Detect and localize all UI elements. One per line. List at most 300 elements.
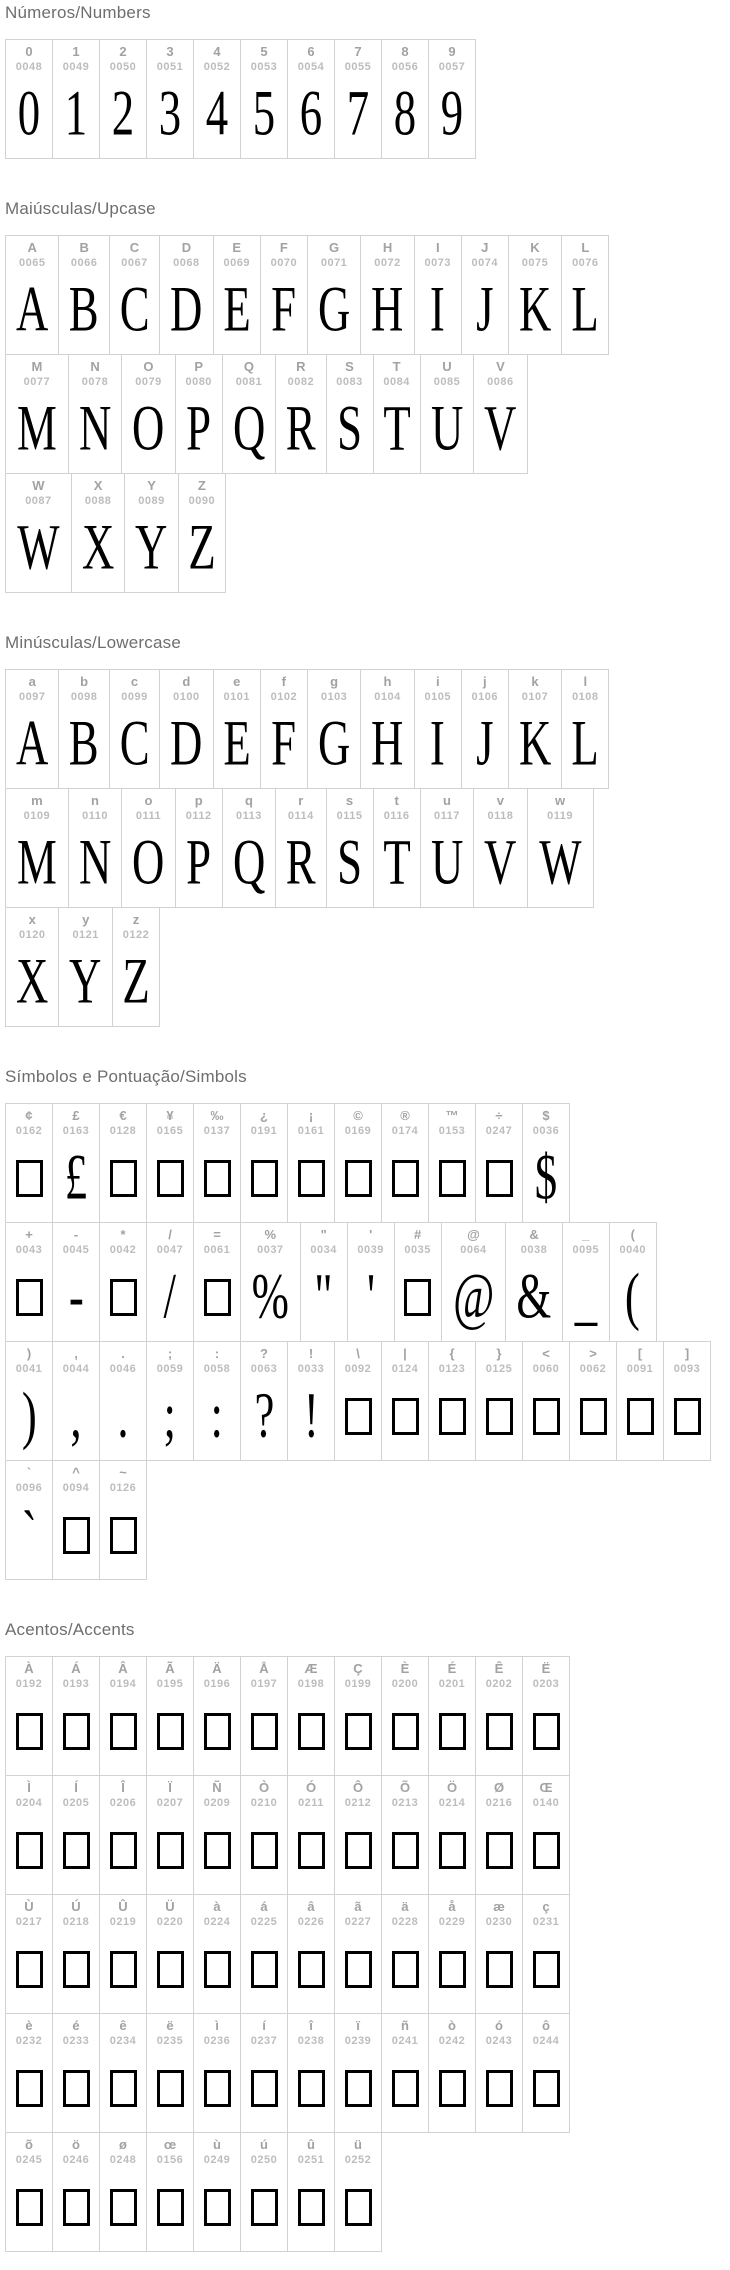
cell-code-label: 0086 — [487, 376, 514, 388]
glyph-preview-area — [12, 827, 62, 899]
glyph-preview: H — [371, 274, 404, 346]
glyph-preview: , — [70, 1380, 82, 1452]
missing-glyph-box — [298, 2189, 325, 2226]
glyph-cell — [287, 1894, 335, 2014]
missing-glyph-box — [63, 1517, 90, 1554]
cell-char-label: [ — [637, 1346, 643, 1361]
missing-glyph-box — [345, 1160, 372, 1197]
missing-glyph-box — [298, 1713, 325, 1750]
missing-glyph-box — [404, 1279, 431, 1316]
cell-char-label: ¢ — [25, 1108, 33, 1123]
cell-code-label: 0064 — [460, 1244, 487, 1256]
missing-glyph-box — [157, 1160, 184, 1197]
glyph-preview: E — [223, 274, 251, 346]
glyph-cell — [193, 1656, 241, 1776]
glyph-preview-area — [251, 2171, 278, 2243]
missing-glyph-box — [251, 1951, 278, 1988]
glyph-preview: N — [78, 393, 112, 465]
cell-char-label: a — [28, 674, 36, 689]
cell-char-label: K — [530, 240, 540, 255]
cell-code-label: 0090 — [188, 495, 216, 507]
cell-code-label: 0093 — [673, 1363, 701, 1375]
glyph-cell — [428, 1103, 476, 1223]
glyph-preview: W — [538, 827, 582, 899]
glyph-preview: P — [186, 827, 212, 899]
missing-glyph-box — [392, 1713, 419, 1750]
glyph-cell — [475, 1894, 523, 2014]
cell-code-label: 0096 — [15, 1482, 43, 1494]
glyph-preview-area — [75, 827, 115, 899]
glyph-preview-area — [439, 1695, 466, 1767]
glyph-preview: 9 — [440, 78, 464, 150]
glyph-preview-area — [110, 2171, 137, 2243]
glyph-row — [5, 1656, 730, 1776]
cell-code-label: 0169 — [344, 1125, 372, 1137]
cell-code-label: 0236 — [203, 2035, 231, 2047]
cell-char-label: Å — [259, 1661, 269, 1676]
cell-char-label: n — [91, 793, 99, 808]
glyph-preview-area — [674, 1380, 701, 1452]
glyph-preview-area — [16, 1142, 43, 1214]
cell-code-label: 0119 — [547, 810, 573, 822]
glyph-preview-area — [229, 393, 269, 465]
cell-char-label: > — [589, 1346, 597, 1361]
cell-code-label: 0128 — [109, 1125, 137, 1137]
missing-glyph-box — [110, 1517, 137, 1554]
cell-char-label: # — [414, 1227, 422, 1242]
glyph-row — [5, 2132, 730, 2252]
cell-code-label: 0094 — [62, 1482, 90, 1494]
glyph-cell — [381, 1894, 429, 2014]
glyph-cell — [5, 39, 53, 159]
glyph-cell — [420, 788, 474, 908]
missing-glyph-box — [251, 1160, 278, 1197]
glyph-row — [5, 1460, 730, 1580]
cell-char-label: ] — [684, 1346, 690, 1361]
cell-char-label: j — [482, 674, 487, 689]
cell-char-label: Á — [71, 1661, 81, 1676]
cell-char-label: â — [307, 1899, 315, 1914]
cell-char-label: Ë — [541, 1661, 551, 1676]
glyph-preview: N — [78, 827, 112, 899]
cell-code-label: 0040 — [619, 1244, 647, 1256]
glyph-preview-area — [380, 393, 414, 465]
glyph-cell — [159, 669, 213, 789]
glyph-preview-area — [345, 1142, 372, 1214]
glyph-preview-area — [282, 827, 319, 899]
glyph-cell — [414, 669, 462, 789]
cell-code-label: 0197 — [250, 1678, 278, 1690]
glyph-cell — [146, 2013, 194, 2133]
glyph-row — [5, 788, 730, 908]
missing-glyph-box — [16, 1951, 43, 1988]
glyph-cell — [99, 2132, 147, 2252]
cell-char-label: ® — [400, 1108, 410, 1123]
glyph-preview-area — [15, 78, 43, 150]
glyph-preview-area — [345, 1933, 372, 2005]
cell-char-label: { — [449, 1346, 455, 1361]
glyph-preview-area — [16, 1933, 43, 2005]
missing-glyph-box — [63, 1951, 90, 1988]
glyph-cell — [326, 788, 374, 908]
cell-code-label: 0042 — [109, 1244, 137, 1256]
glyph-cell — [146, 1103, 194, 1223]
glyph-preview-area — [298, 1933, 325, 2005]
glyph-preview-area — [334, 827, 365, 899]
glyph-cell — [275, 788, 326, 908]
glyph-preview: T — [382, 827, 411, 899]
cell-char-label: i — [435, 674, 440, 689]
glyph-preview-area — [185, 512, 219, 584]
cell-code-label: 0156 — [156, 2154, 184, 2166]
missing-glyph-box — [298, 1160, 325, 1197]
cell-char-label: ø — [119, 2137, 127, 2152]
cell-char-label: g — [330, 674, 339, 689]
cell-code-label: 0202 — [485, 1678, 513, 1690]
cell-char-label: ó — [495, 2018, 503, 2033]
cell-char-label: ' — [369, 1227, 373, 1242]
glyph-preview: - — [68, 1261, 84, 1333]
glyph-cell — [193, 1222, 241, 1342]
cell-code-label: 0104 — [374, 691, 401, 703]
missing-glyph-box — [533, 1398, 560, 1435]
cell-char-label: Ä — [212, 1661, 222, 1676]
glyph-cell — [373, 788, 421, 908]
cell-char-label: ; — [167, 1346, 173, 1361]
missing-glyph-box — [392, 1398, 419, 1435]
glyph-preview: W — [17, 512, 60, 584]
glyph-cell — [178, 473, 226, 593]
cell-code-label: 0106 — [471, 691, 498, 703]
cell-char-label: ¥ — [166, 1108, 174, 1123]
glyph-preview-area — [67, 1261, 86, 1333]
glyph-preview-area — [534, 827, 587, 899]
glyph-preview: £ — [64, 1142, 88, 1214]
glyph-row — [5, 1222, 730, 1342]
glyph-preview-area — [427, 827, 467, 899]
glyph-preview-area — [110, 1499, 137, 1571]
cell-code-label: 0078 — [81, 376, 109, 388]
cell-char-label: r — [298, 793, 304, 808]
glyph-preview-area — [486, 1933, 513, 2005]
glyph-preview-area — [157, 2052, 184, 2124]
glyph-row — [5, 1341, 730, 1461]
cell-code-label: 0232 — [15, 2035, 43, 2047]
cell-code-label: 0199 — [344, 1678, 372, 1690]
cell-char-label: p — [194, 793, 203, 808]
cell-char-label: Ô — [352, 1780, 364, 1795]
cell-code-label: 0065 — [18, 257, 46, 269]
cell-char-label: ì — [215, 2018, 219, 2033]
cell-code-label: 0219 — [109, 1916, 137, 1928]
glyph-preview: Y — [69, 946, 102, 1018]
glyph-cell — [193, 2132, 241, 2252]
glyph-preview-area — [78, 512, 118, 584]
glyph-preview-area — [623, 1261, 642, 1333]
cell-code-label: 0252 — [344, 2154, 372, 2166]
glyph-cell — [5, 907, 59, 1027]
glyph-preview-area — [251, 1814, 278, 1886]
cell-char-label: ? — [260, 1346, 268, 1361]
glyph-preview-area — [486, 1814, 513, 1886]
missing-glyph-box — [204, 1713, 231, 1750]
cell-char-label: l — [583, 674, 588, 689]
glyph-preview: A — [16, 708, 49, 780]
cell-char-label: 3 — [166, 44, 174, 59]
glyph-cell — [334, 1894, 382, 2014]
glyph-preview-area — [204, 1695, 231, 1767]
cell-char-label: Î — [121, 1780, 125, 1795]
glyph-preview-area — [204, 2052, 231, 2124]
cell-code-label: 0224 — [203, 1916, 231, 1928]
cell-char-label: d — [182, 674, 191, 689]
glyph-preview-area — [568, 274, 602, 346]
glyph-cell — [121, 788, 175, 908]
cell-code-label: 0116 — [383, 810, 410, 822]
missing-glyph-box — [16, 2070, 43, 2107]
cell-code-label: 0137 — [203, 1125, 231, 1137]
cell-code-label: 0070 — [270, 257, 298, 269]
cell-code-label: 0077 — [23, 376, 51, 388]
cell-char-label: = — [213, 1227, 221, 1242]
glyph-cell — [5, 235, 59, 355]
glyph-cell — [287, 1103, 335, 1223]
glyph-preview-area — [157, 2171, 184, 2243]
missing-glyph-box — [345, 1713, 372, 1750]
glyph-cell — [193, 2013, 241, 2133]
glyph-preview-area — [298, 2052, 325, 2124]
glyph-preview: % — [251, 1261, 289, 1333]
glyph-cell — [381, 2013, 429, 2133]
glyph-cell — [52, 1341, 100, 1461]
section-title: Acentos/Accents — [5, 1620, 135, 1639]
glyph-preview: Y — [135, 512, 168, 584]
glyph-preview-area — [62, 78, 90, 150]
glyph-cell — [475, 1103, 523, 1223]
missing-glyph-box — [392, 1832, 419, 1869]
cell-char-label: 1 — [72, 44, 80, 59]
glyph-preview: G — [317, 708, 351, 780]
missing-glyph-box — [627, 1398, 654, 1435]
cell-char-label: Õ — [399, 1780, 411, 1795]
glyph-preview-area — [627, 1380, 654, 1452]
cell-char-label: ¿ — [260, 1108, 268, 1123]
glyph-preview-area — [251, 2052, 278, 2124]
cell-code-label: 0231 — [532, 1916, 560, 1928]
glyph-preview: I — [430, 274, 446, 346]
glyph-cell — [505, 1222, 563, 1342]
missing-glyph-box — [486, 1832, 513, 1869]
glyph-preview: : — [210, 1380, 224, 1452]
glyph-cell — [428, 1656, 476, 1776]
cell-char-label: Y — [147, 478, 156, 493]
glyph-preview: C — [119, 274, 150, 346]
glyph-row — [5, 907, 730, 1027]
missing-glyph-box — [392, 2070, 419, 2107]
glyph-preview-area — [166, 274, 206, 346]
glyph-preview: L — [571, 708, 599, 780]
glyph-cell — [109, 235, 160, 355]
cell-code-label: 0050 — [109, 61, 137, 73]
missing-glyph-box — [486, 2070, 513, 2107]
glyph-preview-area — [480, 393, 520, 465]
cell-char-label: O — [143, 359, 154, 374]
cell-char-label: å — [448, 1899, 456, 1914]
glyph-cell — [99, 1460, 147, 1580]
glyph-table — [5, 39, 730, 159]
glyph-preview-area — [268, 274, 299, 346]
cell-code-label: 0207 — [156, 1797, 184, 1809]
cell-char-label: R — [296, 359, 306, 374]
glyph-cell — [381, 1341, 429, 1461]
missing-glyph-box — [204, 1160, 231, 1197]
glyph-preview-area — [392, 1814, 419, 1886]
cell-char-label: + — [25, 1227, 33, 1242]
glyph-preview-area — [251, 1142, 278, 1214]
glyph-preview: F — [271, 708, 297, 780]
cell-char-label: 2 — [119, 44, 127, 59]
cell-char-label: Ç — [353, 1661, 363, 1676]
cell-code-label: 0034 — [310, 1244, 337, 1256]
missing-glyph-box — [439, 1832, 466, 1869]
cell-code-label: 0214 — [438, 1797, 466, 1809]
cell-char-label: G — [329, 240, 340, 255]
cell-char-label: è — [25, 2018, 33, 2033]
cell-code-label: 0081 — [235, 376, 263, 388]
glyph-preview-area — [183, 827, 214, 899]
glyph-preview-area — [63, 1933, 90, 2005]
glyph-cell — [522, 1103, 570, 1223]
glyph-preview: X — [81, 512, 115, 584]
glyph-preview-area — [568, 708, 602, 780]
glyph-cell — [193, 1894, 241, 2014]
missing-glyph-box — [16, 2189, 43, 2226]
glyph-cell — [508, 669, 562, 789]
cell-char-label: V — [496, 359, 505, 374]
cell-code-label: 0071 — [320, 257, 348, 269]
missing-glyph-box — [345, 1398, 372, 1435]
glyph-preview-area — [110, 1814, 137, 1886]
glyph-cell — [99, 1341, 147, 1461]
glyph-preview: Q — [232, 827, 266, 899]
cell-code-label: 0205 — [62, 1797, 90, 1809]
cell-code-label: 0122 — [122, 929, 150, 941]
glyph-preview-area — [334, 393, 365, 465]
glyph-preview-area — [572, 1261, 600, 1333]
cell-char-label: û — [307, 2137, 315, 2152]
glyph-cell — [146, 1894, 194, 2014]
missing-glyph-box — [204, 1951, 231, 1988]
cell-code-label: 0069 — [223, 257, 250, 269]
cell-char-label: é — [72, 2018, 80, 2033]
cell-code-label: 0087 — [25, 495, 52, 507]
cell-code-label: 0112 — [185, 810, 212, 822]
glyph-preview-area — [109, 78, 137, 150]
glyph-preview-area — [110, 1142, 137, 1214]
glyph-preview-area — [12, 512, 65, 584]
glyph-preview-area — [157, 1142, 184, 1214]
glyph-cell — [52, 1460, 100, 1580]
cell-code-label: 0227 — [344, 1916, 372, 1928]
glyph-cell — [52, 1656, 100, 1776]
glyph-cell — [240, 1656, 288, 1776]
missing-glyph-box — [298, 1951, 325, 1988]
cell-char-label: Ú — [71, 1899, 81, 1914]
cell-code-label: 0052 — [203, 61, 231, 73]
cell-char-label: Ï — [168, 1780, 172, 1795]
cell-char-label: } — [496, 1346, 502, 1361]
cell-char-label: € — [119, 1108, 127, 1123]
glyph-preview: $ — [534, 1142, 558, 1214]
cell-char-label: y — [82, 912, 90, 927]
glyph-cell — [287, 1656, 335, 1776]
glyph-cell — [5, 2013, 53, 2133]
cell-char-label: M — [31, 359, 43, 374]
glyph-preview-area — [220, 274, 254, 346]
missing-glyph-box — [533, 1713, 560, 1750]
glyph-preview: ; — [163, 1380, 177, 1452]
cell-code-label: 0041 — [15, 1363, 43, 1375]
cell-char-label: í — [262, 2018, 266, 2033]
glyph-cell — [381, 1656, 429, 1776]
cell-code-label: 0140 — [532, 1797, 560, 1809]
glyph-row — [5, 473, 730, 593]
cell-code-label: 0044 — [62, 1363, 90, 1375]
glyph-cell — [5, 1341, 53, 1461]
cell-char-label: & — [529, 1227, 539, 1242]
cell-char-label: ç — [542, 1899, 550, 1914]
glyph-preview-area — [486, 2052, 513, 2124]
cell-char-label: ™ — [445, 1108, 459, 1123]
cell-code-label: 0084 — [383, 376, 410, 388]
cell-char-label: I — [435, 240, 440, 255]
cell-code-label: 0250 — [250, 2154, 278, 2166]
glyph-preview: ! — [303, 1380, 319, 1452]
cell-char-label: f — [281, 674, 287, 689]
glyph-preview: B — [69, 708, 100, 780]
cell-code-label: 0103 — [320, 691, 348, 703]
cell-code-label: 0059 — [156, 1363, 184, 1375]
glyph-preview: & — [516, 1261, 552, 1333]
cell-char-label: U — [442, 359, 452, 374]
cell-char-label: u — [442, 793, 451, 808]
glyph-preview: O — [132, 827, 165, 899]
cell-code-label: 0123 — [438, 1363, 466, 1375]
cell-char-label: 6 — [307, 44, 315, 59]
glyph-preview: T — [382, 393, 411, 465]
cell-code-label: 0047 — [156, 1244, 184, 1256]
glyph-preview-area — [298, 1142, 325, 1214]
glyph-preview: U — [430, 393, 464, 465]
glyph-section — [5, 199, 730, 593]
glyph-preview-area — [367, 708, 407, 780]
cell-code-label: 0080 — [185, 376, 212, 388]
cell-code-label: 0226 — [297, 1916, 325, 1928]
glyph-preview-area — [439, 1142, 466, 1214]
missing-glyph-box — [298, 1832, 325, 1869]
glyph-preview-area — [392, 1695, 419, 1767]
glyph-table — [5, 669, 730, 1027]
glyph-cell — [5, 1222, 53, 1342]
glyph-cell — [461, 669, 509, 789]
cell-code-label: 0099 — [121, 691, 148, 703]
glyph-preview-area — [63, 1814, 90, 1886]
glyph-cell — [287, 1775, 335, 1895]
glyph-cell — [240, 2013, 288, 2133]
glyph-cell — [381, 1103, 429, 1223]
cell-char-label: o — [144, 793, 153, 808]
cell-code-label: 0245 — [15, 2154, 43, 2166]
